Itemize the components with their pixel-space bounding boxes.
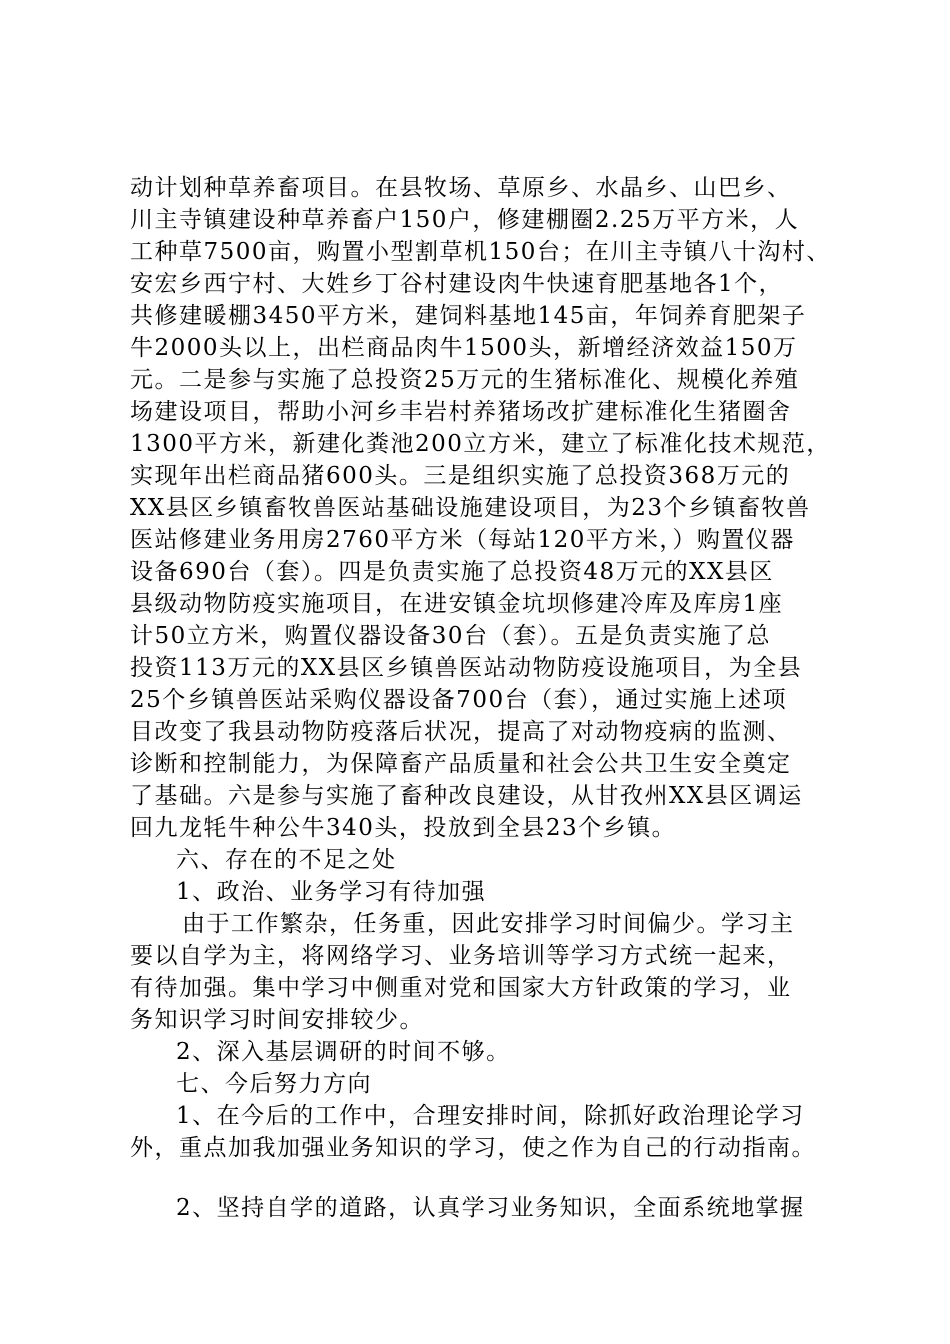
text-line: 由于工作繁杂，任务重，因此安排学习时间偏少。学习主 <box>182 911 795 937</box>
text-line: 元。二是参与实施了总投资25万元的生猪标准化、规模化养殖 <box>130 367 800 393</box>
text-line: 目改变了我县动物防疫落后状况，提高了对动物疫病的监测、 <box>130 719 792 745</box>
text-line: 有待加强。集中学习中侧重对党和国家大方针政策的学习，业 <box>130 975 792 1001</box>
body-text <box>130 172 840 1224</box>
subsection-heading: 2、深入基层调研的时间不够。 <box>176 1039 511 1065</box>
text-line: 牛2000头以上，出栏商品肉牛1500头，新增经济效益150万 <box>130 335 798 361</box>
text-line: 外，重点加我加强业务知识的学习，使之作为自己的行动指南。 <box>130 1135 816 1161</box>
text-line: 共修建暖棚3450平方米，建饲料基地145亩，年饲养育肥架子 <box>130 303 807 329</box>
section-heading: 七、今后努力方向 <box>176 1071 372 1097</box>
text-line: 动计划种草养畜项目。在县牧场、草原乡、水晶乡、山巴乡、 <box>130 175 792 201</box>
text-line: 回九龙牦牛种公牛340头，投放到全县23个乡镇。 <box>130 815 677 841</box>
text-line: 1300平方米，新建化粪池200立方米，建立了标准化技术规范， <box>130 431 831 457</box>
text-line: 投资113万元的XX县区乡镇兽医站动物防疫设施项目，为全县 <box>130 655 803 681</box>
text-line: 1、在今后的工作中，合理安排时间，除抓好政治理论学习 <box>176 1103 805 1129</box>
text-line: 务知识学习时间安排较少。 <box>130 1007 424 1033</box>
text-line: 实现年出栏商品猪600头。三是组织实施了总投资368万元的 <box>130 463 791 489</box>
text-line: 25个乡镇兽医站采购仪器设备700台（套），通过实施上述项 <box>130 687 788 713</box>
text-line: 安宏乡西宁村、大姓乡丁谷村建设肉牛快速育肥基地各1个， <box>130 271 784 297</box>
text-line: 诊断和控制能力，为保障畜产品质量和社会公共卫生安全奠定 <box>130 751 792 777</box>
text-line: 了基础。六是参与实施了畜种改良建设，从甘孜州XX县区调运 <box>130 783 803 809</box>
text-line: 场建设项目，帮助小河乡丰岩村养猪场改扩建标准化生猪圈舍 <box>130 399 792 425</box>
subsection-heading: 1、政治、业务学习有待加强 <box>176 879 487 905</box>
text-line: 设备690台（套）。四是负责实施了总投资48万元的XX县区 <box>130 559 774 585</box>
text-line: 计50立方米，购置仪器设备30台（套）。五是负责实施了总 <box>130 623 772 649</box>
text-line: 2、坚持自学的道路，认真学习业务知识，全面系统地掌握 <box>176 1195 805 1221</box>
text-line: 工种草7500亩，购置小型割草机150台；在川主寺镇八十沟村、 <box>130 239 831 265</box>
text-line: 川主寺镇建设种草养畜户150户，修建棚圈2.25万平方米，人 <box>130 207 800 233</box>
text-line: 县级动物防疫实施项目，在进安镇金坑坝修建冷库及库房1座 <box>130 591 784 617</box>
text-line: 医站修建业务用房2760平方米（每站120平方米，）购置仪器 <box>130 527 795 553</box>
text-line: XX县区乡镇畜牧兽医站基础设施建设项目，为23个乡镇畜牧兽 <box>130 495 811 521</box>
text-line: 要以自学为主，将网络学习、业务培训等学习方式统一起来， <box>130 943 792 969</box>
section-heading: 六、存在的不足之处 <box>176 847 397 873</box>
